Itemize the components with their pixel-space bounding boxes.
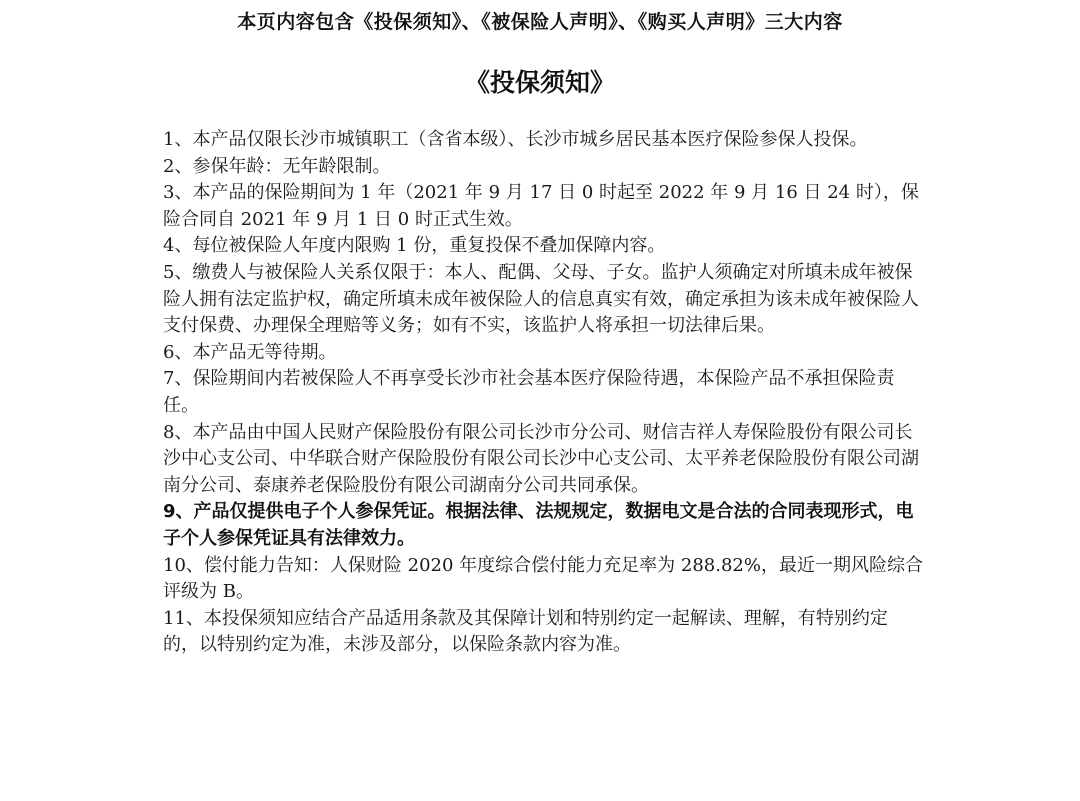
- clause-4: 4、每位被保险人年度内限购 1 份，重复投保不叠加保障内容。: [163, 235, 666, 257]
- clause-11: 11、本投保须知应结合产品适用条款及其保障计划和特别约定一起解读、理解，有特别约定的，以特别约定为准，未涉及部分，以保险条款内容为准。: [163, 607, 888, 656]
- clause-9-emphasized: 9、产品仅提供电子个人参保凭证。根据法律、法规规定，数据电文是合法的合同表现形式，电子个人参保凭证具有法律效力。: [163, 501, 914, 549]
- clause-1: 1、本产品仅限长沙市城镇职工（含省本级）、长沙市城乡居民基本医疗保险参保人投保。: [163, 129, 868, 150]
- clause-7: 7、保险期间内若被保险人不再享受长沙市社会基本医疗保险待遇，本保险产品不承担保险责任。: [163, 368, 895, 416]
- clause-8: 8、本产品由中国人民财产保险股份有限公司长沙市分公司、财信吉祥人寿保险股份有限公司长沙中心支公司、中华联合财产保险股份有限公司长沙中心支公司、太平养老保险股份有限公司湖南分公司、泰康养老保险股份有限公司湖南分公司共同承保。: [163, 421, 919, 496]
- clause-2: 2、参保年龄：无年龄限制。: [163, 155, 391, 177]
- clause-5: 5、缴费人与被保险人关系仅限于：本人、配偶、父母、子女。监护人须确定对所填未成年被保险人拥有法定监护权，确定所填未成年被保险人的信息真实有效，确定承担为该未成年被保险人支付保费、办理保全理赔等义务；如有不实，该监护人将承担一切法律后果。: [163, 261, 919, 337]
- clause-list: [163, 127, 923, 659]
- document-title: 《投保须知》: [464, 68, 615, 97]
- clause-10: 10、偿付能力告知：人保财险 2020 年度综合偿付能力充足率为 288.82%，最近一期风险综合评级为 B。: [163, 554, 923, 603]
- page-contents-note: 本页内容包含《投保须知》、《被保险人声明》、《购买人声明》三大内容: [237, 11, 843, 33]
- clause-3: 3、本产品的保险期间为 1 年（2021 年 9 月 17 日 0 时起至 2022 年 9 月 16 日 24 时），保险合同自 2021 年 9 月 1 日 0 时正式生效。: [163, 182, 919, 230]
- clause-6: 6、本产品无等待期。: [163, 341, 337, 363]
